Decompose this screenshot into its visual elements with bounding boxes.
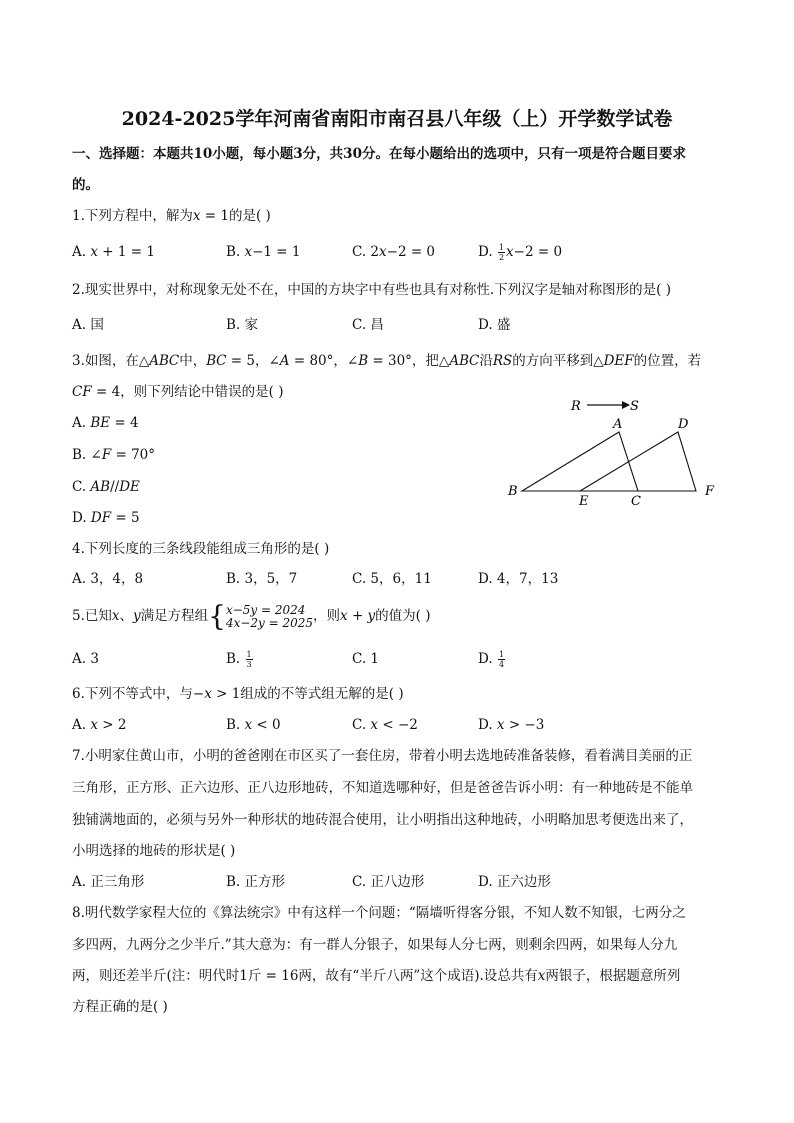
q7-option-b: B. 正方形 [226, 874, 286, 890]
label-e: E [579, 494, 589, 509]
q3-option-a: A. 𝐵𝐸 = 4 [72, 415, 139, 431]
triangle-def [580, 432, 696, 491]
q2-option-c: C. 昌 [352, 317, 384, 333]
question-7-stem-line3: 独铺满地面的，必须与另外一种形状的地砖混合使用，让小明指出这种地砖，小明略加思考便选出来了， [72, 812, 693, 828]
q6-option-d: D. 𝑥 > −3 [478, 717, 545, 733]
label-d: D [678, 417, 689, 432]
q5-option-a: A. 3 [72, 651, 99, 667]
fraction-numerator: 1 [246, 650, 252, 659]
fraction-numerator: 1 [498, 650, 505, 659]
q5-option-b-fraction [246, 650, 253, 669]
question-7-stem-line2: 三角形，正方形、正六边形、正八边形地砖，不知道选哪种好，但是爸爸告诉小明：有一种地砖是不能单 [72, 780, 693, 796]
label-c: C [631, 494, 641, 509]
q7-option-a: A. 正三角形 [72, 874, 145, 890]
label-a: A [613, 417, 623, 432]
fraction-denominator: 2 [498, 253, 505, 262]
question-8-stem: 8.明代数学家程大位的《算法统宗》中有这样一个问题：“隔墙听得客分银，不知人数不知银，七两分之 [72, 905, 686, 921]
q4-option-c: C. 5，6，11 [352, 571, 432, 587]
q5-option-d-prefix: D. [478, 651, 497, 667]
q1-option-d-text: 𝑥−2 = 0 [506, 244, 563, 260]
question-4-stem: 4.下列长度的三条线段能组成三角形的是( ) [72, 541, 330, 557]
q5-option-d-fraction [498, 650, 505, 669]
q1-option-d-fraction [498, 243, 505, 262]
q3-translation-figure [500, 392, 730, 512]
q1-option-b: B. 𝑥−1 = 1 [226, 244, 301, 260]
q5-option-c: C. 1 [352, 651, 380, 667]
q1-option-d-prefix: D. [478, 244, 497, 260]
triangle-abc [522, 432, 638, 491]
q1-option-c: C. 2𝑥−2 = 0 [352, 244, 436, 260]
q5-option-b-prefix: B. [226, 651, 245, 667]
q6-option-c: C. 𝑥 < −2 [352, 717, 418, 733]
q3-option-d: D. 𝐷𝐹 = 5 [72, 510, 140, 526]
q1-option-d [478, 242, 562, 262]
question-2-stem: 2.现实世界中，对称现象无处不在，中国的方块字中有些也具有对称性.下列汉字是轴对称图形的是( ) [72, 282, 671, 298]
q3-option-b: B. ∠𝐹 = 70° [72, 447, 156, 463]
equation-2: 4𝑥−2𝑦 = 2025 [225, 615, 314, 630]
q4-option-b: B. 3，5，7 [226, 571, 298, 587]
q6-option-b: B. 𝑥 < 0 [226, 717, 281, 733]
section-heading-cont: 的。 [72, 177, 99, 193]
fraction-denominator: 3 [246, 660, 252, 669]
label-r: R [571, 399, 581, 414]
q2-option-a: A. 国 [72, 317, 104, 333]
question-8-stem-line3: 两，则还差半斤(注：明代时1斤 = 16两，故有“半斤八两”这个成语).设总共有𝑥两银子，根据题意所列 [72, 968, 681, 984]
q6-option-a: A. 𝑥 > 2 [72, 717, 127, 733]
fraction-numerator: 1 [498, 243, 505, 252]
q5-stem-pre: 5.已知𝑥、𝑦满足方程组 [72, 608, 209, 624]
page-title: 2024-2025学年河南省南阳市南召县八年级（上）开学数学试卷 [121, 108, 673, 130]
question-7-stem: 7.小明家住黄山市，小明的爸爸刚在市区买了一套住房，带着小明去选地砖准备装修，看着满目美丽的正 [72, 748, 693, 764]
q7-option-c: C. 正八边形 [352, 874, 425, 890]
question-8-stem-line2: 多四两，九两分之少半斤.”其大意为：有一群人分银子，如果每人分七两，则剩余四两，如果每人分九 [72, 937, 678, 953]
label-s: S [630, 399, 639, 414]
question-7-stem-line4: 小明选择的地砖的形状是( ) [72, 843, 236, 859]
q2-option-b: B. 家 [226, 317, 259, 333]
label-b: B [508, 484, 518, 499]
system-brace: { [208, 599, 226, 633]
fraction-denominator: 4 [498, 660, 505, 669]
q2-option-d: D. 盛 [478, 317, 511, 333]
equation-system [226, 604, 313, 630]
question-1-stem: 1.下列方程中，解为𝑥 = 1的是( ) [72, 208, 271, 224]
label-f: F [705, 484, 715, 499]
question-8-stem-line4: 方程正确的是( ) [72, 999, 168, 1015]
q4-option-a: A. 3，4，8 [72, 571, 144, 587]
question-6-stem: 6.下列不等式中，与−𝑥 > 1组成的不等式组无解的是( ) [72, 686, 404, 702]
q1-option-a: A. 𝑥 + 1 = 1 [72, 244, 155, 260]
equation-1: 𝑥−5𝑦 = 2024 [225, 602, 306, 617]
q3-option-c: C. 𝐴𝐵//𝐷𝐸 [72, 479, 140, 495]
question-5-stem [72, 598, 431, 634]
q5-stem-post: ，则𝑥 + 𝑦的值为( ) [313, 608, 431, 624]
section-heading: 一、选择题：本题共10小题，每小题3分，共30分。在每小题给出的选项中，只有一项是符合题目要求 [72, 146, 686, 162]
q5-option-d [478, 649, 506, 669]
q7-option-d: D. 正六边形 [478, 874, 551, 890]
question-3-stem: 3.如图，在△𝐴𝐵𝐶中，𝐵𝐶 = 5，∠𝐴 = 80°，∠𝐵 = 30°，把△𝐴𝐵𝐶沿𝑅𝑆的方向平移到△𝐷𝐸𝐹的位置，若 [72, 353, 702, 369]
q4-option-d: D. 4，7，13 [478, 571, 559, 587]
q5-option-b [226, 649, 254, 669]
question-3-stem-cont: 𝐶𝐹 = 4，则下列结论中错误的是( ) [72, 384, 284, 400]
arrow-head [622, 401, 630, 409]
